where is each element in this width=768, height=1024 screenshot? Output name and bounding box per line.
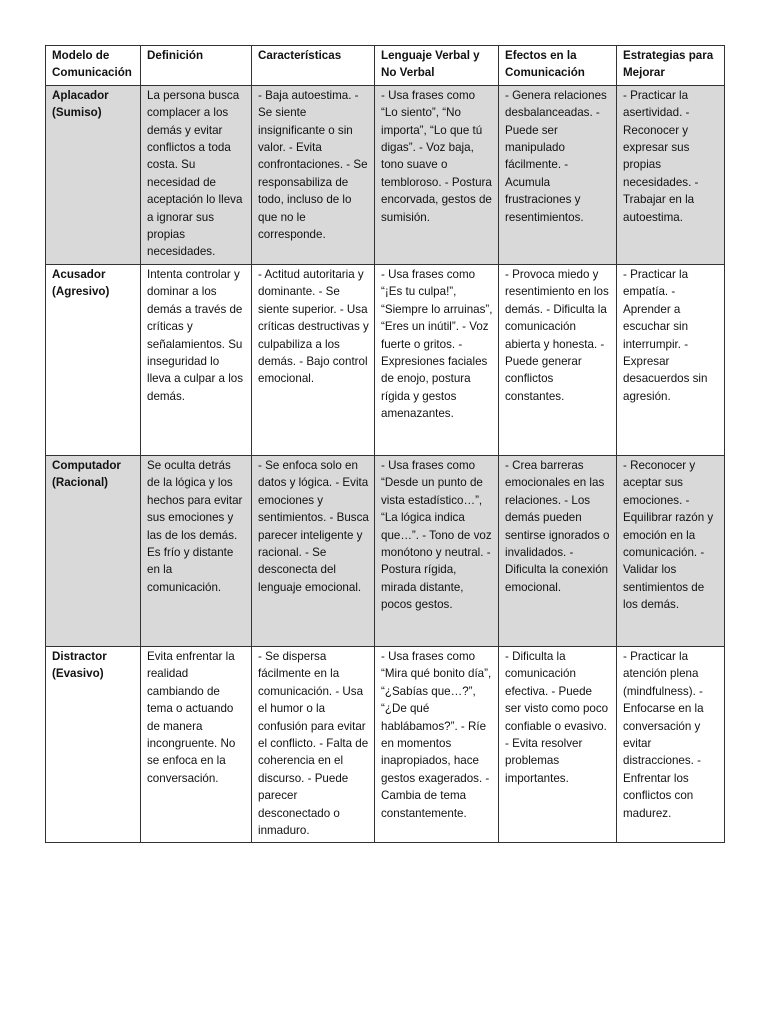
cell-definicion: Intenta controlar y dominar a los demás a través de críticas y señalamientos. Su inseguridad lo lleva a culpar a los demás. (141, 264, 252, 455)
communication-models-table (45, 45, 725, 843)
cell-efectos: - Dificulta la comunicación efectiva. - Puede ser visto como poco confiable o evasivo. - Evita resolver problemas importantes. (499, 646, 617, 842)
header-modelo: Modelo de Comunicación (46, 46, 141, 86)
table-header-row (46, 46, 725, 86)
table-row (46, 264, 725, 455)
cell-estrategias: - Practicar la empatía. - Aprender a escuchar sin interrumpir. - Expresar desacuerdos sin agresión. (617, 264, 725, 455)
cell-estrategias: - Practicar la asertividad. - Reconocer y expresar sus propias necesidades. - Trabajar en la autoestima. (617, 85, 725, 264)
table-row (46, 646, 725, 842)
cell-definicion: Evita enfrentar la realidad cambiando de tema o actuando de manera incongruente. No se enfoca en la conversación. (141, 646, 252, 842)
cell-lenguaje: - Usa frases como “¡Es tu culpa!”, “Siempre lo arruinas”, “Eres un inútil”. - Voz fuerte o gritos. - Expresiones faciales de enojo, postura rígida y gestos amenazantes. (375, 264, 499, 455)
cell-efectos: - Genera relaciones desbalanceadas. - Puede ser manipulado fácilmente. - Acumula frustraciones y resentimientos. (499, 85, 617, 264)
cell-lenguaje: - Usa frases como “Desde un punto de vista estadístico…”, “La lógica indica que…”. - Tono de voz monótono y neutral. - Postura rígida, mirada distante, pocos gestos. (375, 455, 499, 646)
cell-efectos: - Crea barreras emocionales en las relaciones. - Los demás pueden sentirse ignorados o invalidados. - Dificulta la conexión emocional. (499, 455, 617, 646)
header-lenguaje: Lenguaje Verbal y No Verbal (375, 46, 499, 86)
header-efectos: Efectos en la Comunicación (499, 46, 617, 86)
cell-caracteristicas: - Actitud autoritaria y dominante. - Se siente superior. - Usa críticas destructivas y culpabiliza a los demás. - Bajo control emocional. (252, 264, 375, 455)
header-estrategias: Estrategias para Mejorar (617, 46, 725, 86)
cell-estrategias: - Practicar la atención plena (mindfulness). - Enfocarse en la conversación y evitar distracciones. - Enfrentar los conflictos con madurez. (617, 646, 725, 842)
cell-estrategias: - Reconocer y aceptar sus emociones. - Equilibrar razón y emoción en la comunicación. - Validar los sentimientos de los demás. (617, 455, 725, 646)
table-row (46, 85, 725, 264)
cell-efectos: - Provoca miedo y resentimiento en los demás. - Dificulta la comunicación abierta y honesta. - Puede generar conflictos constantes. (499, 264, 617, 455)
header-definicion: Definición (141, 46, 252, 86)
cell-caracteristicas: - Baja autoestima. - Se siente insignificante o sin valor. - Evita confrontaciones. - Se responsabiliza de todo, incluso de lo que no le corresponde. (252, 85, 375, 264)
header-caracteristicas: Características (252, 46, 375, 86)
cell-definicion: Se oculta detrás de la lógica y los hechos para evitar sus emociones y las de los demás. Es frío y distante en la comunicación. (141, 455, 252, 646)
cell-modelo: Acusador (Agresivo) (46, 264, 141, 455)
cell-modelo: Aplacador (Sumiso) (46, 85, 141, 264)
cell-lenguaje: - Usa frases como “Lo siento”, “No importa”, “Lo que tú digas”. - Voz baja, tono suave o tembloroso. - Postura encorvada, gestos de sumisión. (375, 85, 499, 264)
cell-modelo: Computador (Racional) (46, 455, 141, 646)
table-row (46, 455, 725, 646)
cell-definicion: La persona busca complacer a los demás y evitar conflictos a toda costa. Su necesidad de aceptación lo lleva a ignorar sus propias necesidades. (141, 85, 252, 264)
cell-caracteristicas: - Se enfoca solo en datos y lógica. - Evita emociones y sentimientos. - Busca parecer inteligente y racional. - Se desconecta del lenguaje emocional. (252, 455, 375, 646)
cell-caracteristicas: - Se dispersa fácilmente en la comunicación. - Usa el humor o la confusión para evitar el conflicto. - Falta de coherencia en el discurso. - Puede parecer desconectado o inmaduro. (252, 646, 375, 842)
cell-modelo: Distractor (Evasivo) (46, 646, 141, 842)
cell-lenguaje: - Usa frases como “Mira qué bonito día”, “¿Sabías que…?”, “¿De qué hablábamos?”. - Ríe en momentos inapropiados, hace gestos exagerados. - Cambia de tema constantemente. (375, 646, 499, 842)
